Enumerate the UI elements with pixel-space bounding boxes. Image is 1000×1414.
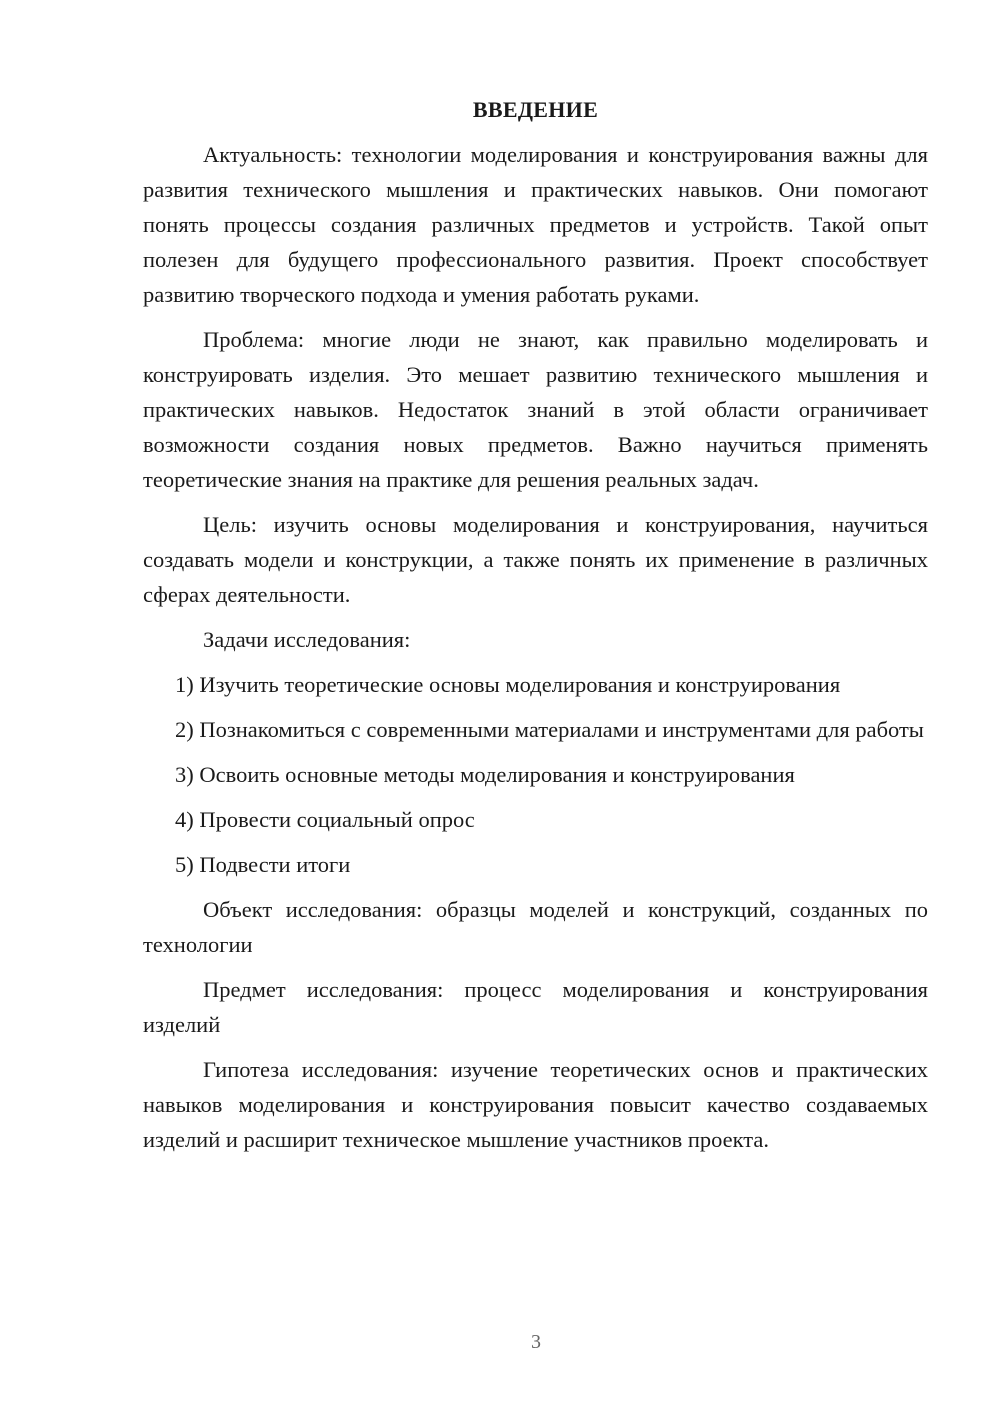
task-item-4: 4) Провести социальный опрос — [175, 807, 475, 832]
paragraph-hypothesis: Гипотеза исследования: изучение теоретических основ и практических навыков моделирования и конструирования повысит качество создаваемых изделий и расширит техническое мышление участников проекта. — [143, 1057, 928, 1152]
task-item-1: 1) Изучить теоретические основы моделирования и конструирования — [175, 672, 841, 697]
paragraph-problem: Проблема: многие люди не знают, как правильно моделировать и конструировать изделия. Это мешает развитию технического мышления и практических навыков. Недостаток знаний в этой области ограничивает возможности создания новых предметов. Важно научиться применять теоретические знания на практике для решения реальных задач. — [143, 327, 928, 492]
task-item-2: 2) Познакомиться с современными материалами и инструментами для работы — [175, 717, 924, 742]
tasks-heading: Задачи исследования: — [203, 627, 411, 652]
paragraph-goal: Цель: изучить основы моделирования и конструирования, научиться создавать модели и конструкции, а также понять их применение в различных сферах деятельности. — [143, 512, 928, 607]
page-content — [143, 92, 928, 1167]
paragraph-relevance: Актуальность: технологии моделирования и конструирования важны для развития технического мышления и практических навыков. Они помогают понять процессы создания различных предметов и устройств. Такой опыт полезен для будущего профессионального развития. Проект способствует развитию творческого подхода и умения работать руками. — [143, 142, 928, 307]
page-title: ВВЕДЕНИЕ — [472, 97, 599, 122]
task-item-5: 5) Подвести итоги — [175, 852, 351, 877]
page-number: 3 — [531, 1331, 541, 1353]
paragraph-object: Объект исследования: образцы моделей и конструкций, созданных по технологии — [143, 897, 928, 957]
task-item-3: 3) Освоить основные методы моделирования и конструирования — [175, 762, 795, 787]
paragraph-subject: Предмет исследования: процесс моделирования и конструирования изделий — [143, 977, 928, 1037]
